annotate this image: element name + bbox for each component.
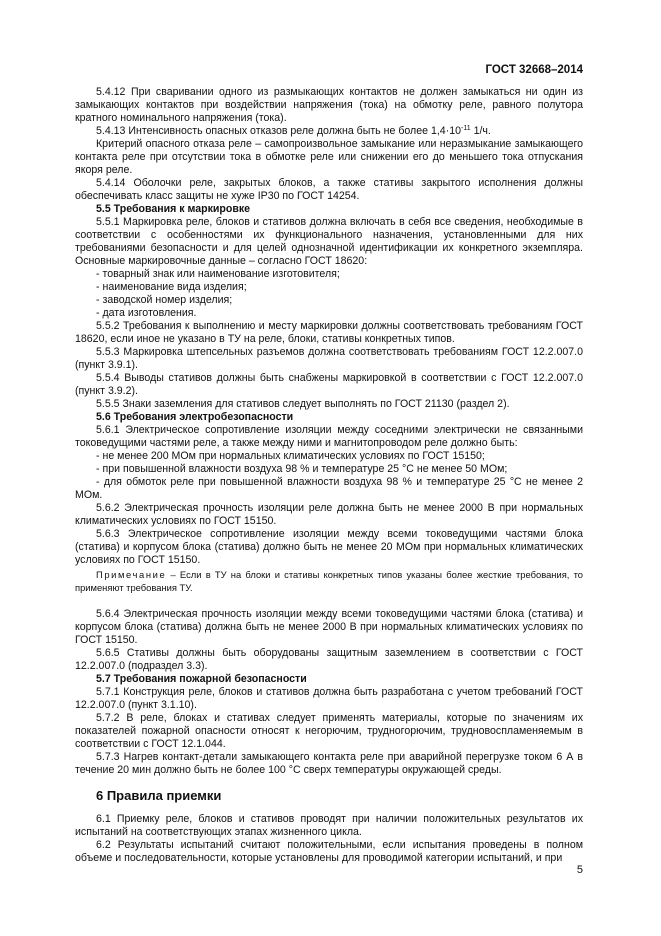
note	[75, 569, 583, 594]
document-header-id: ГОСТ 32668–2014	[485, 64, 583, 76]
page-number: 5	[576, 864, 583, 876]
paragraph-5-7-3: 5.7.3 Нагрев контакт-детали замыкающего контакта реле при аварийной перегрузке током 6 А в течение 20 мин должно быть не более 100 °С сверх температуры окружающей среды.	[75, 751, 583, 776]
paragraph-5-6-3: 5.6.3 Электрическое сопротивление изоляции между всеми токоведущими частями блока (статива) и корпусом блока (статива) должно быть не менее 20 МОм при нормальных климатических условиях по ГОСТ 15150.	[75, 528, 583, 566]
list-item: - не менее 200 МОм при нормальных климатических условиях по ГОСТ 15150;	[96, 450, 485, 462]
paragraph-5-6-4: 5.6.4 Электрическая прочность изоляции между всеми токоведущими частями блока (статива) и корпусом блока (статива) должна быть не менее 2000 В при нормальных климатических условиях по ГОСТ 15150.	[75, 608, 583, 646]
exponent: -11	[461, 125, 471, 132]
paragraph-5-4-14: 5.4.14 Оболочки реле, закрытых блоков, а также стативы закрытого исполнения должны обеспечивать класс защиты не хуже IP30 по ГОСТ 14254.	[75, 177, 583, 202]
paragraph-5-6-5: 5.6.5 Стативы должны быть оборудованы защитным заземлением в соответствии с ГОСТ 12.2.007.0 (подраздел 3.3).	[75, 647, 583, 672]
paragraph-5-7-1: 5.7.1 Конструкция реле, блоков и стативов должна быть разработана с учетом требований ГОСТ 12.2.007.0 (пункт 3.1.10).	[75, 686, 583, 711]
paragraph-6-1: 6.1 Приемку реле, блоков и стативов проводят при наличии положительных результатов их испытаний на соответствующих этапах жизненного цикла.	[75, 813, 583, 838]
note-text: – Если в ТУ на блоки и стативы конкретных типов указаны более жесткие требования, то применяют требования ТУ.	[75, 569, 583, 593]
list-item: - дата изготовления.	[96, 307, 197, 319]
paragraph-5-7-2: 5.7.2 В реле, блоках и стативах следует применять материалы, которые по значениям их показателей пожарной опасности относят к негорючим, трудногорючим, трудновоспламеняемым в соответствии с ГОСТ 12.1.044.	[75, 712, 583, 750]
heading-5-5: 5.5 Требования к маркировке	[96, 203, 251, 215]
heading-6: 6 Правила приемки	[96, 788, 222, 803]
heading-5-6: 5.6 Требования электробезопасности	[96, 411, 294, 423]
document-body	[75, 86, 583, 865]
paragraph-5-4-12: 5.4.12 При сваривании одного из размыкающих контактов не должен замыкаться ни один из замыкающих контактов при воздействии напряжения (тока) на обмотку реле, равного полутора кратного номинального напряжения (тока).	[75, 86, 583, 124]
paragraph-5-6-2: 5.6.2 Электрическая прочность изоляции реле должна быть не менее 2000 В при нормальных климатических условиях по ГОСТ 15150.	[75, 502, 583, 527]
paragraph-criterion: Критерий опасного отказа реле – самопроизвольное замыкание или неразмыкание замыкающего контакта реле при отсутствии тока в обмотке реле или снижении его до меньшего тока отпускания якоря реле.	[75, 138, 583, 176]
paragraph-5-5-4: 5.5.4 Выводы стативов должны быть снабжены маркировкой в соответствии с ГОСТ 12.2.007.0 (пункт 3.9.2).	[75, 372, 583, 397]
paragraph-5-5-5: 5.5.5 Знаки заземления для стативов следует выполнять по ГОСТ 21130 (раздел 2).	[96, 398, 510, 410]
paragraph-5-5-1: 5.5.1 Маркировка реле, блоков и стативов должна включать в себя все сведения, необходимые в соответствии с особенностями их функционального назначения, установленными для них требованиями безопасности и для целей однозначной идентификации их конкретного экземпляра. Основные маркировочные данные – согласно ГОСТ 18620:	[75, 216, 583, 267]
list-item: - для обмоток реле при повышенной влажности воздуха 98 % и температуре 25 °С не менее 2 МОм.	[75, 476, 583, 501]
paragraph-5-4-13-text: 5.4.13 Интенсивность опасных отказов реле должна быть не более 1,4·10	[96, 125, 462, 137]
paragraph-5-5-3: 5.5.3 Маркировка штепсельных разъемов должна соответствовать требованиям ГОСТ 12.2.007.0 (пункт 3.9.1).	[75, 346, 583, 371]
list-item: - товарный знак или наименование изготовителя;	[96, 268, 340, 280]
paragraph-5-6-1: 5.6.1 Электрическое сопротивление изоляции между соседними электрически не связанными токоведущими частями реле, а также между ними и магнитопроводом реле должно быть:	[75, 424, 583, 449]
note-label: Примечание	[96, 569, 167, 580]
paragraph-5-5-2: 5.5.2 Требования к выполнению и месту маркировки должны соответствовать требованиям ГОСТ 18620, если иное не указано в ТУ на реле, блоки, стативы конкретных типов.	[75, 320, 583, 345]
heading-5-7: 5.7 Требования пожарной безопасности	[96, 673, 307, 685]
paragraph-6-2: 6.2 Результаты испытаний считают положительными, если испытания проведены в полном объеме и последовательности, которые установлены для проводимой категории испытаний, и при	[75, 839, 583, 864]
list-item: - наименование вида изделия;	[96, 281, 247, 293]
list-item: - заводской номер изделия;	[96, 294, 233, 306]
paragraph-5-4-13-unit: 1/ч.	[470, 125, 491, 137]
paragraph-5-4-13	[75, 125, 583, 138]
list-item: - при повышенной влажности воздуха 98 % и температуре 25 °С не менее 50 МОм;	[96, 463, 508, 475]
